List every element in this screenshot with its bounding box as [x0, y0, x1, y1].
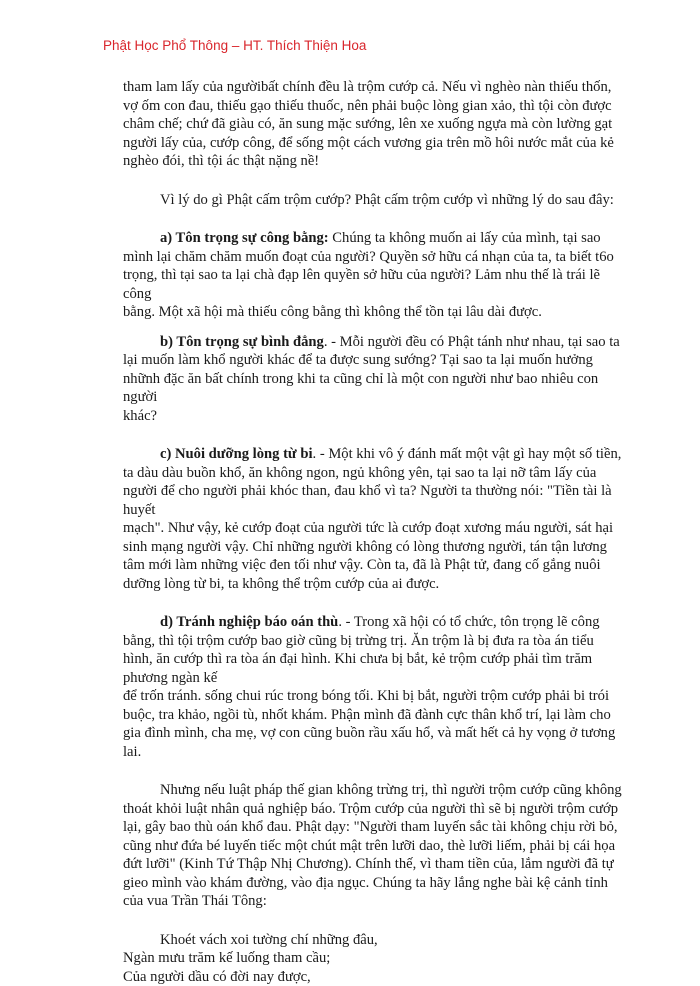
text-line: vợ ốm con đau, thiếu gạo thiếu thuốc, nên phải buộc lòng gian xảo, thì tội còn được — [123, 97, 583, 116]
text-line: buộc, tra khảo, ngồi tù, nhốt khám. Phận mình đã đành cực thân khổ trí, lại làm cho — [123, 706, 583, 725]
section-c — [123, 445, 583, 593]
paragraph-karma — [123, 781, 583, 911]
text-line: lai. — [123, 743, 583, 762]
text-line: người lấy của, cướp công, để sống một cách vương gia trên mồ hôi nước mắt của kẻ — [123, 134, 583, 153]
text-line: người — [123, 388, 583, 407]
text-line: châm chế; chứ đã giàu có, ăn sung mặc sướng, lên xe xuống ngựa mà còn lường gạt — [123, 115, 583, 134]
text-line: Nhưng nếu luật pháp thế gian không trừng trị, thì người trộm cướp cũng không — [123, 781, 583, 800]
running-header: Phật Học Phổ Thông – HT. Thích Thiện Hoa — [103, 38, 366, 53]
text-line: khác? — [123, 407, 583, 426]
paragraph-intro — [123, 78, 583, 171]
section-d — [123, 613, 583, 761]
text-line: mình lại chăm chăm muốn đoạt của người? Quyền sở hữu cá nhạn của ta, ta biết t6o — [123, 248, 583, 267]
text-line: Chúng ta không muốn ai lấy của mình, tại sao — [329, 230, 601, 246]
text-line: sinh mạng người vậy. Chỉ những người không có lòng thương người, tán tận lương — [123, 538, 583, 557]
paragraph-question: Vì lý do gì Phật cấm trộm cướp? Phật cấm trộm cướp vì những lý do sau đây: — [123, 191, 583, 210]
section-d-heading: d) Tránh nghiệp báo oán thù — [160, 614, 338, 630]
text-line: cũng như đứa bé luyến tiếc một chút mật trên lưỡi dao, thè lưỡi liếm, phải bị cái họa — [123, 837, 583, 856]
text-line: phương ngàn kế — [123, 669, 583, 688]
poem — [123, 931, 583, 986]
text-line: . - Một khi vô ý đánh mất một vật gì hay một số tiền, — [313, 446, 622, 462]
poem-line: Của người dầu có đời nay được, — [123, 968, 583, 986]
text-line: bằng, thì tội trộm cướp bao giờ cũng bị trừng trị. Ăn trộm là bị đưa ra tòa án tiểu — [123, 632, 583, 651]
text-line: nghèo đói, thì tội ác thật nặng nề! — [123, 152, 583, 171]
text-line: dưỡng lòng từ bi, ta không thể trộm cướp của ai được. — [123, 575, 583, 594]
text-line: của vua Trần Thái Tông: — [123, 892, 583, 911]
text-line: ta dàu dàu buồn khổ, ăn không ngon, ngủ không yên, tại sao ta lại nỡ tâm lấy của — [123, 464, 583, 483]
text-line: huyết — [123, 501, 583, 520]
text-line: để trốn tránh. sống chui rúc trong bóng tối. Khi bị bắt, người trộm cướp phải bi trói — [123, 687, 583, 706]
text-line: tham lam lấy của ngườibất chính đều là trộm cướp cả. Nếu vì nghèo nàn thiếu thốn, — [123, 78, 583, 97]
text-line: gia đình mình, cha mẹ, vợ con cũng buồn rầu xấu hổ, và mất hết cả hy vọng ở tương — [123, 724, 583, 743]
text-line: hình, ăn cướp thì ra tòa án đại hình. Khi chưa bị bắt, kẻ trộm cướp phải tìm trăm — [123, 650, 583, 669]
text-line: công — [123, 285, 583, 304]
text-line: lại muốn làm khổ người khác để ta được sung sướng? Tại sao ta lại muốn hưởng — [123, 351, 583, 370]
text-line: thoát khỏi luật nhân quả nghiệp báo. Trộm cướp của người thì sẽ bị người trộm cướp — [123, 800, 583, 819]
text-line: đứt lưỡi" (Kinh Tứ Thập Nhị Chương). Chính thế, vì tham tiền của, lắm người đã tự — [123, 855, 583, 874]
text-line: . - Mỗi người đều có Phật tánh như nhau, tại sao ta — [324, 334, 620, 350]
text-line: nhữnh đặc ăn bất chính trong khi ta cũng chỉ là một con người như bao nhiêu con — [123, 370, 583, 389]
text-line: trọng, thì tại sao ta lại chà đạp lên quyền sở hữu của người? Lảm nhu thế là trái lẽ — [123, 266, 583, 285]
document-body — [123, 78, 583, 986]
poem-line: Ngàn mưu trăm kế luống tham cầu; — [123, 949, 583, 968]
text-line: gieo mình vào khám đường, vào địa ngục. Chúng ta hãy lắng nghe bài kệ cảnh tỉnh — [123, 874, 583, 893]
section-b — [123, 333, 583, 426]
text-line: bằng. Một xã hội mà thiếu công bằng thì không thể tồn tại lâu dài được. — [123, 303, 583, 322]
section-a — [123, 229, 583, 322]
text-line: người để cho người phải khóc than, đau khổ vì ta? Người ta thường nói: "Tiền tài là — [123, 482, 583, 501]
poem-line: Khoét vách xoi tường chí những đâu, — [123, 931, 583, 950]
text-line: . - Trong xã hội có tổ chức, tôn trọng lẽ công — [338, 614, 599, 630]
section-c-heading: c) Nuôi dưỡng lòng từ bi — [160, 446, 313, 462]
section-b-heading: b) Tôn trọng sự bình đẳng — [160, 334, 324, 350]
text-line: mạch". Như vậy, kẻ cướp đoạt của người tức là cướp đoạt xương máu người, sát hại — [123, 519, 583, 538]
text-line: tâm mới làm những việc đen tối như vậy. Còn ta, đã là Phật tử, đang cố gắng nuôi — [123, 556, 583, 575]
section-a-heading: a) Tôn trọng sự công bằng: — [160, 230, 329, 246]
text-line: lại, gây bao thù oán khổ đau. Phật dạy: "Người tham luyến sắc tài không chịu rời bỏ, — [123, 818, 583, 837]
